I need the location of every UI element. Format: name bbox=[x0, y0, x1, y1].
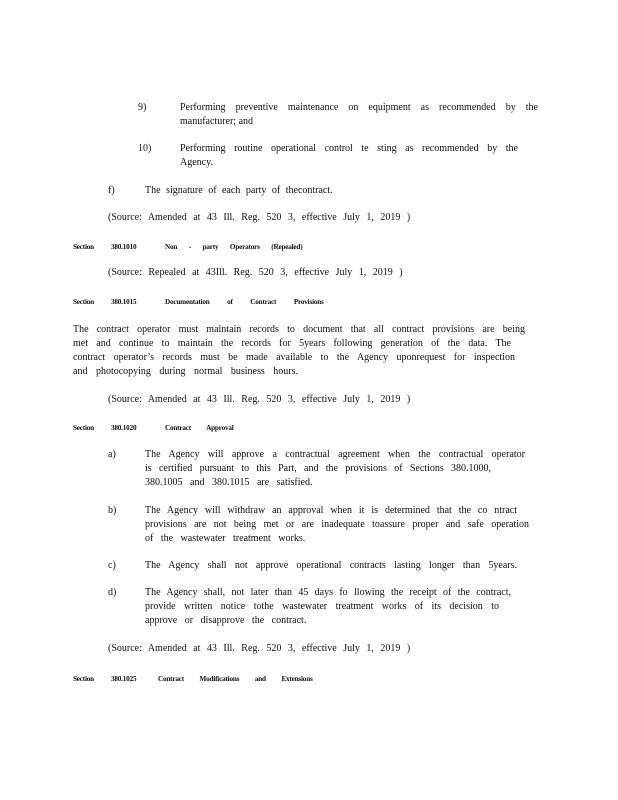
item-text-line: is certified pursuant to this Part, and the provisions of Sections 380.1000, bbox=[145, 463, 491, 474]
item-text-line: provisions are not being met or are inadequate toassure proper and safe operation bbox=[145, 519, 529, 530]
item-letter: d) bbox=[108, 587, 117, 598]
section-title: Contract Modifications and Extensions bbox=[158, 675, 313, 683]
section-label: Section bbox=[73, 298, 94, 306]
paragraph-line: and photocopying during normal business hours. bbox=[73, 366, 298, 377]
section-number: 380.1015 bbox=[111, 298, 137, 306]
item-text-line: of the wastewater treatment works. bbox=[145, 533, 306, 544]
section-title: Documentation of Contract Provisions bbox=[165, 298, 324, 306]
section-title: Non - party Operators (Repealed) bbox=[165, 243, 303, 251]
item-text-line: Agency. bbox=[180, 157, 213, 168]
section-number: 380.1010 bbox=[111, 243, 137, 251]
item-letter: c) bbox=[108, 560, 116, 571]
item-text-line: Performing preventive maintenance on equipment as recommended by the bbox=[180, 102, 538, 113]
item-text-line: approve or disapprove the contract. bbox=[145, 615, 307, 626]
paragraph-line: met and continue to maintain the records for 5years following generation of the data. The bbox=[73, 338, 511, 349]
item-text-line: manufacturer; and bbox=[180, 116, 254, 127]
section-title: Contract Approval bbox=[165, 424, 234, 432]
source-note: (Source: Amended at 43 Ill. Reg. 520 3, effective July 1, 2019 ) bbox=[108, 212, 411, 223]
item-text-line: The Agency shall, not later than 45 days fo llowing the receipt of the contract, bbox=[145, 587, 511, 598]
paragraph-line: contract operator’s records must be made available to the Agency uponrequest for inspection bbox=[73, 352, 515, 363]
item-text-line: The Agency will withdraw an approval when it is determined that the co ntract bbox=[145, 505, 517, 516]
source-note: (Source: Amended at 43 Ill. Reg. 520 3, effective July 1, 2019 ) bbox=[108, 643, 411, 654]
source-note: (Source: Amended at 43 Ill. Reg. 520 3, effective July 1, 2019 ) bbox=[108, 394, 411, 405]
section-label: Section bbox=[73, 243, 94, 251]
item-letter: a) bbox=[108, 449, 116, 460]
paragraph-line: The contract operator must maintain records to document that all contract provisions are being bbox=[73, 324, 525, 335]
item-letter: b) bbox=[108, 505, 117, 516]
source-note: (Source: Repealed at 43Ill. Reg. 520 3, effective July 1, 2019 ) bbox=[108, 267, 403, 278]
section-number: 380.1020 bbox=[111, 424, 137, 432]
item-letter: f) bbox=[108, 185, 115, 196]
item-text-line: 380.1005 and 380.1015 are satisfied. bbox=[145, 477, 313, 488]
item-text-line: Performing routine operational control te sting as recommended by the bbox=[180, 143, 518, 154]
item-text-line: The Agency will approve a contractual agreement when the contractual operator bbox=[145, 449, 525, 460]
section-number: 380.1025 bbox=[111, 675, 137, 683]
item-text-line: The signature of each party of thecontract. bbox=[145, 185, 333, 196]
section-label: Section bbox=[73, 424, 94, 432]
item-number: 9) bbox=[138, 102, 147, 113]
item-text-line: The Agency shall not approve operational contracts lasting longer than 5years. bbox=[145, 560, 517, 571]
item-text-line: provide written notice tothe wastewater treatment works of its decision to bbox=[145, 601, 499, 612]
item-number: 10) bbox=[138, 143, 152, 154]
section-label: Section bbox=[73, 675, 94, 683]
